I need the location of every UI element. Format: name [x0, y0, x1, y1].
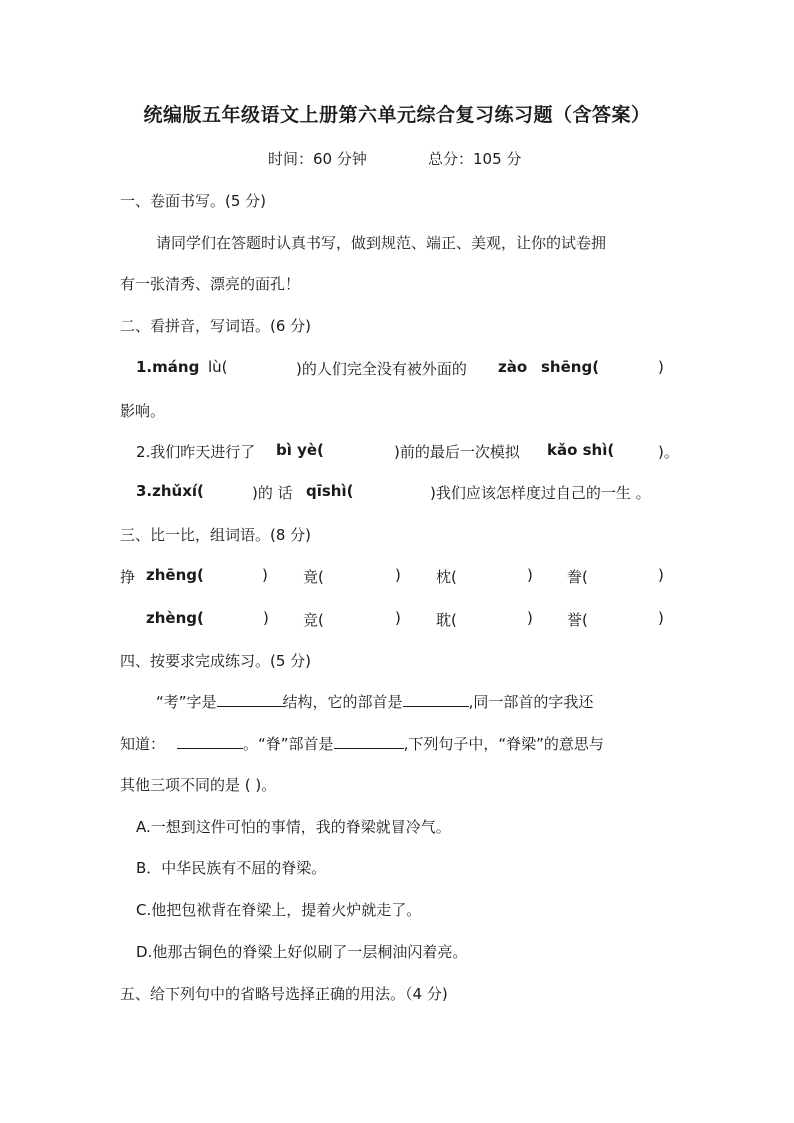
row1-paren-4: ) — [658, 566, 664, 584]
q2-pinyin-kaoshi: kǎo shì( — [547, 441, 615, 459]
q3-text-a: )的 话 — [252, 484, 293, 502]
q1-text: )的人们完全没有被外面的 — [296, 360, 467, 378]
p2-text-a: 知道： — [120, 735, 166, 753]
option-c: C.他把包袱背在脊梁上，提着火炉就走了。 — [136, 901, 422, 919]
q1-pinyin-lu: lù( — [208, 358, 228, 376]
q1-pinyin-sheng: shēng( — [541, 358, 600, 376]
p1-text-a: “考”字是 — [156, 693, 217, 711]
q1-pinyin-mang: 1.máng — [136, 358, 200, 376]
section-4-paragraph-line-3: 其他三项不同的是 ( )。 — [120, 776, 277, 794]
q2-text-c: )。 — [658, 443, 679, 461]
option-d: D.他那古铜色的脊梁上好似刷了一层桐油闪着亮。 — [136, 943, 468, 961]
blank-ji-radical[interactable] — [334, 734, 404, 749]
q2-text-b: )前的最后一次模拟 — [394, 443, 520, 461]
p1-text-c: ,同一部首的字我还 — [468, 693, 594, 711]
q2-text-a: 2.我们昨天进行了 — [136, 443, 256, 461]
section-5-heading: 五、给下列句中的省略号选择正确的用法。（4 分) — [120, 985, 448, 1003]
option-b: B．中华民族有不屈的脊梁。 — [136, 859, 327, 877]
row1-char-teng: 誊( — [567, 568, 588, 586]
row2-pinyin-zheng: zhèng( — [146, 609, 204, 627]
option-a: A.一想到这件可怕的事情，我的脊梁就冒冷气。 — [136, 818, 451, 836]
section-4-paragraph-line-2 — [120, 733, 604, 754]
section-4-heading: 四、按要求完成练习。(5 分) — [120, 652, 312, 670]
q1-close-paren: ) — [658, 358, 664, 376]
blank-structure[interactable] — [217, 692, 283, 707]
section-4-paragraph-line-1 — [156, 691, 593, 712]
row2-char-jing: 竞( — [303, 611, 324, 629]
row2-paren-1: ) — [263, 609, 269, 627]
section-1-heading: 一、卷面书写。(5 分) — [120, 192, 267, 210]
section-2-heading: 二、看拼音，写词语。(6 分) — [120, 317, 312, 335]
q3-pinyin-qishi: qīshì( — [306, 482, 354, 500]
row2-paren-3: ) — [527, 609, 533, 627]
row1-char-zheng: 挣 — [120, 568, 136, 586]
p2-text-c: ,下列句子中，“脊梁”的意思与 — [403, 735, 604, 753]
blank-same-radical-chars[interactable] — [177, 734, 243, 749]
row1-char-jing: 竟( — [303, 568, 324, 586]
q2-pinyin-biye: bì yè( — [276, 441, 324, 459]
q3-pinyin-zhuxi: 3.zhǔxí( — [136, 482, 204, 500]
row2-paren-4: ) — [658, 609, 664, 627]
q3-text-b: )我们应该怎样度过自己的一生 。 — [430, 484, 651, 502]
q1-continuation: 影响。 — [120, 402, 166, 420]
q1-pinyin-zao: zào — [498, 358, 528, 376]
row1-paren-2: ) — [395, 566, 401, 584]
section-1-text-line-1: 请同学们在答题时认真书写，做到规范、端正、美观，让你的试卷拥 — [156, 234, 607, 252]
row2-paren-2: ) — [395, 609, 401, 627]
page-title: 统编版五年级语文上册第六单元综合复习练习题（含答案） — [143, 104, 651, 126]
row1-paren-1: ) — [262, 566, 268, 584]
blank-radical[interactable] — [403, 692, 469, 707]
p1-text-b: 结构，它的部首是 — [282, 693, 403, 711]
row1-pinyin-zheng: zhēng( — [146, 566, 204, 584]
exam-time: 时间：60 分钟 — [268, 150, 367, 168]
section-1-text-line-2: 有一张清秀、漂亮的面孔！ — [120, 275, 301, 293]
row2-char-dan: 耽( — [436, 611, 457, 629]
p2-text-b: 。“脊”部首是 — [243, 735, 334, 753]
row2-char-yu: 誉( — [567, 611, 588, 629]
row1-char-zhen: 枕( — [436, 568, 457, 586]
section-3-heading: 三、比一比，组词语。(8 分) — [120, 526, 312, 544]
exam-total-score: 总分：105 分 — [428, 150, 522, 168]
row1-paren-3: ) — [527, 566, 533, 584]
